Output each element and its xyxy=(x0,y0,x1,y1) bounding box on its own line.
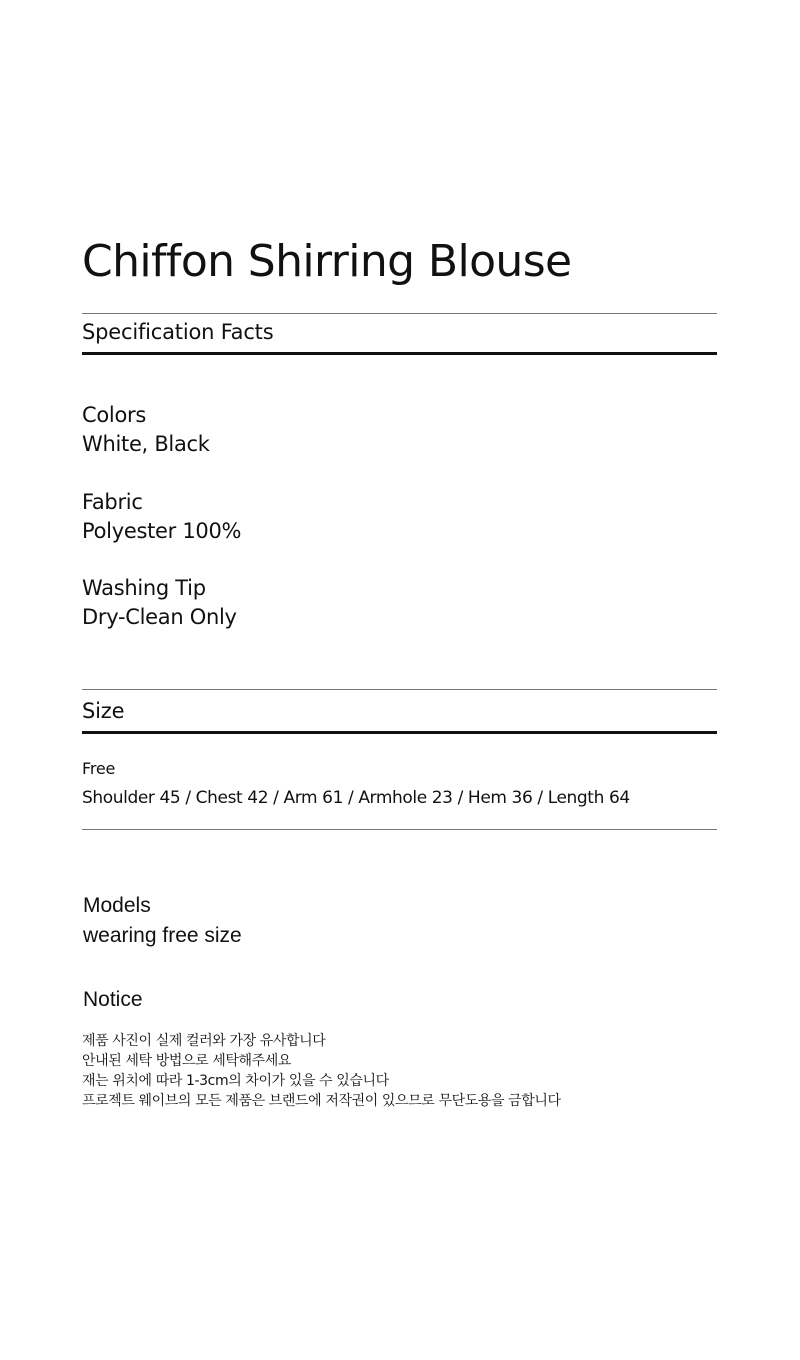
spec-washing xyxy=(82,574,237,632)
notice-item: 프로젝트 웨이브의 모든 제품은 브랜드에 저작권이 있으므로 무단도용을 금합니다 xyxy=(82,1093,561,1109)
models-label: Models xyxy=(83,894,151,917)
size-name: Free xyxy=(82,759,116,778)
divider xyxy=(82,313,717,314)
spec-label: Colors xyxy=(82,403,146,427)
divider xyxy=(82,731,717,734)
notice-title: Notice xyxy=(83,988,143,1011)
spec-label: Fabric xyxy=(82,490,143,514)
size-section-title: Size xyxy=(82,699,125,723)
spec-value: Polyester 100% xyxy=(82,519,242,543)
notice-list xyxy=(82,1031,561,1111)
divider xyxy=(82,689,717,690)
divider xyxy=(82,829,717,830)
product-title: Chiffon Shirring Blouse xyxy=(82,236,572,287)
notice-item: 재는 위치에 따라 1-3cm의 차이가 있을 수 있습니다 xyxy=(82,1073,389,1089)
spec-value: Dry-Clean Only xyxy=(82,605,237,629)
notice-item: 제품 사진이 실제 컬러와 가장 유사합니다 xyxy=(82,1033,326,1049)
models-info xyxy=(83,891,242,951)
divider xyxy=(82,352,717,355)
models-value: wearing free size xyxy=(83,924,242,947)
spec-colors xyxy=(82,401,210,459)
spec-label: Washing Tip xyxy=(82,576,206,600)
spec-fabric xyxy=(82,488,241,546)
notice-item: 안내된 세탁 방법으로 세탁해주세요 xyxy=(82,1053,292,1069)
spec-value: White, Black xyxy=(82,432,210,456)
spec-section-title: Specification Facts xyxy=(82,320,274,344)
size-measurements: Shoulder 45 / Chest 42 / Arm 61 / Armhole 23 / Hem 36 / Length 64 xyxy=(82,788,630,808)
